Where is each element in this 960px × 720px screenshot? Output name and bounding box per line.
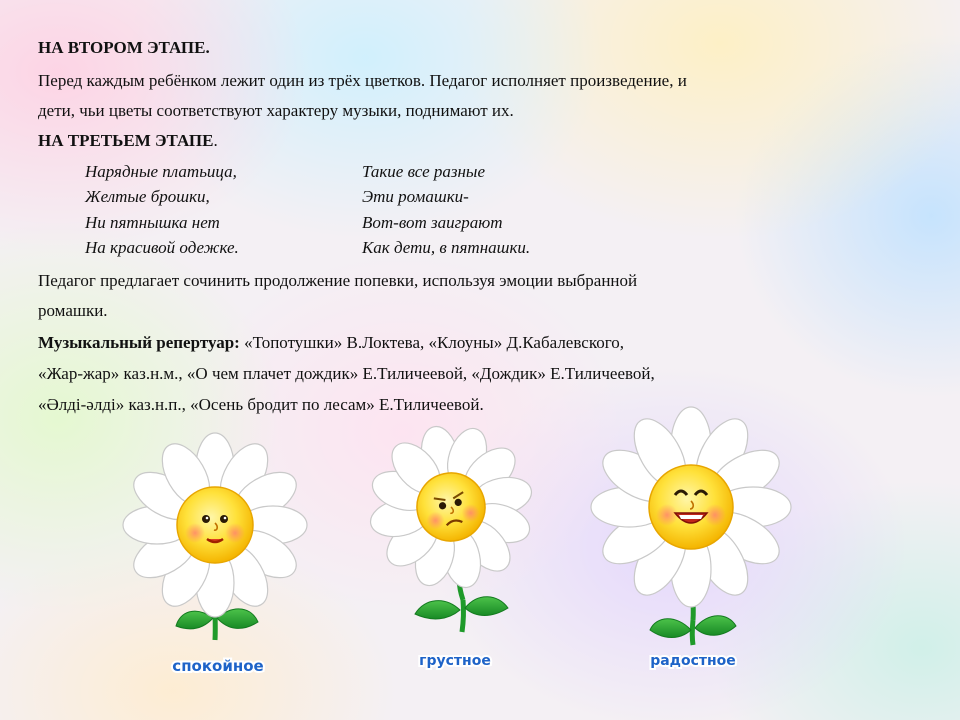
repertoire-line-3: «Әлді-әлді» каз.н.п., «Осень бродит по лесам» Е.Тиличеевой.: [38, 395, 484, 414]
sad-label: грустное: [419, 653, 491, 669]
poem-left-4: На красивой одежке.: [85, 238, 239, 257]
flower-labels: [172, 653, 736, 675]
poem-right-1: Такие все разные: [362, 162, 485, 181]
stage3-heading-dot: .: [213, 131, 218, 150]
repertoire-label: Музыкальный репертуар:: [38, 333, 240, 352]
joyful-daisy-icon: [591, 407, 791, 645]
task-line-2: ромашки.: [38, 301, 108, 320]
stage2-line-2: дети, чьи цветы соответствуют характеру музыки, поднимают их.: [38, 101, 514, 120]
poem-right-2: Эти ромашки-: [362, 187, 469, 206]
poem-right-4: Как дети, в пятнашки.: [362, 238, 531, 257]
repertoire-line-2: «Жар-жар» каз.н.м., «О чем плачет дождик» Е.Тиличеевой, «Дождик» Е.Тиличеевой,: [38, 364, 655, 383]
poem-right-3: Вот-вот заиграют: [362, 213, 503, 232]
repertoire-list-1: «Топотушки» В.Локтева, «Клоуны» Д.Кабалевского,: [239, 333, 625, 352]
task-line-1: Педагог предлагает сочинить продолжение попевки, используя эмоции выбранной: [38, 271, 638, 290]
sad-daisy-icon: [354, 410, 549, 632]
calm-label: спокойное: [172, 657, 264, 675]
calm-daisy-icon: [123, 433, 307, 640]
joyful-label: радостное: [650, 653, 736, 669]
poem-left-1: Нарядные платьица,: [85, 162, 237, 181]
poem-left-3: Ни пятнышка нет: [85, 213, 220, 232]
stage2-heading: НА ВТОРОМ ЭТАПЕ.: [38, 38, 210, 57]
stage2-line-1: Перед каждым ребёнком лежит один из трёх цветков. Педагог исполняет произведение, и: [38, 71, 687, 90]
poem-left-2: Желтые брошки,: [85, 187, 210, 206]
stage3-heading: НА ТРЕТЬЕМ ЭТАПЕ: [38, 131, 214, 150]
